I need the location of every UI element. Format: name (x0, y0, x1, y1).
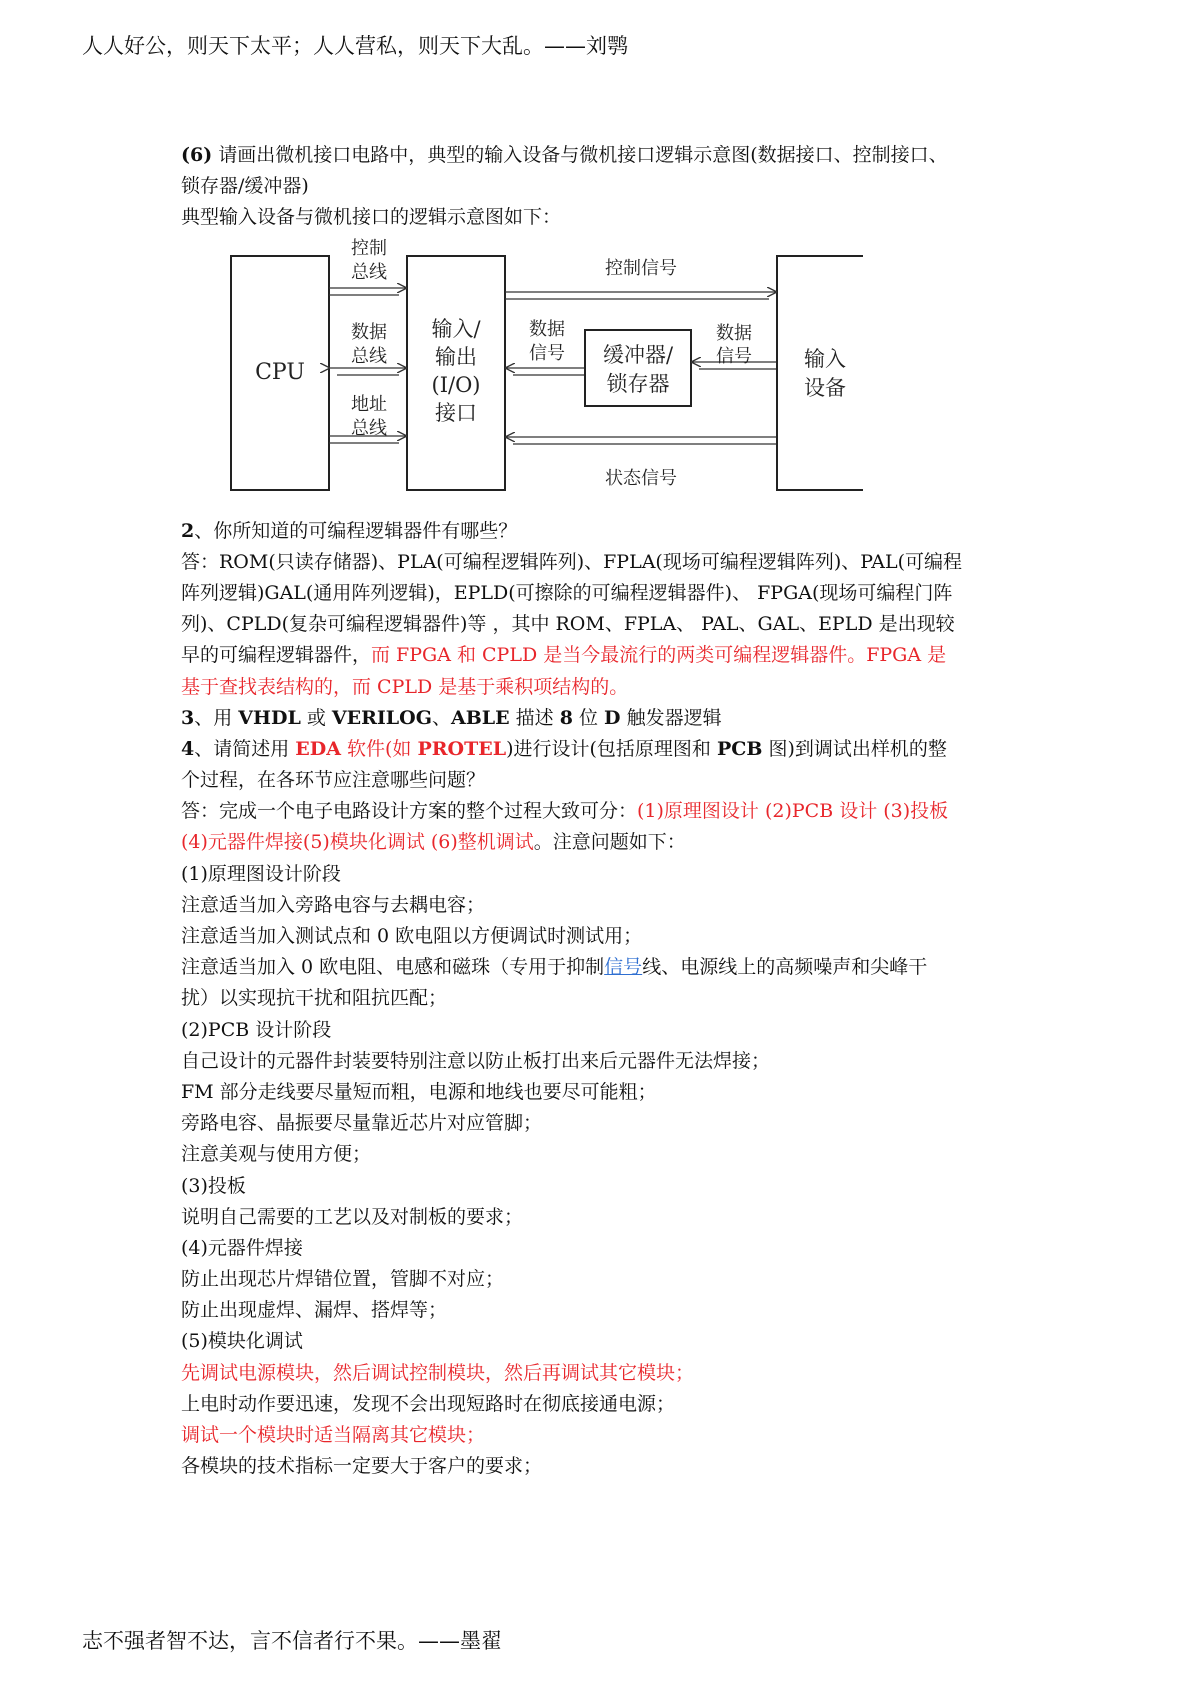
section-5-item-d: 各模块的技术指标一定要大于客户的要求； (181, 1455, 543, 1478)
q4-text-3: 图)到调试出样机的整 (762, 737, 947, 760)
buffer-label-2: 锁存器 (606, 371, 670, 396)
q4-text-1: 、请简述用 (194, 737, 296, 760)
q3-title (181, 703, 1021, 734)
q6-line-3: 典型输入设备与微机接口的逻辑示意图如下： (181, 206, 562, 229)
q2-answer-4b: 而 FPGA 和 CPLD 是当今最流行的两类可编程逻辑器件。FPGA 是 (371, 644, 947, 667)
control-signal-label: 控制信号 (605, 257, 677, 279)
q2-title-text: 、你所知道的可编程逻辑器件有哪些？ (194, 519, 518, 542)
q3-text-5: 位 (572, 706, 605, 729)
buffer-label-1: 缓冲器/ (602, 342, 674, 367)
interface-logic-diagram (213, 238, 863, 508)
q3-text-2: 或 (300, 706, 332, 729)
q2-answer-2: 阵列逻辑)GAL(通用阵列逻辑)，EPLD(可擦除的可编程逻辑器件)、 FPGA(现场可编程门阵 (181, 581, 953, 604)
q4-protel: PROTEL (417, 737, 507, 760)
io-label-2: 输出 (435, 344, 477, 369)
q3-text-3: 、 (431, 706, 451, 729)
q2-title (181, 516, 1021, 547)
address-bus-label-2: 总线 (351, 417, 387, 439)
q2-answer-3: 列)、CPLD(复杂可编程逻辑器件)等 ，其中 ROM、FPLA、 PAL、GAL、EPLD 是出现较 (181, 613, 955, 636)
header-quote: 人人好公，则天下太平；人人营私，则天下大乱。——刘鹗 (82, 34, 628, 58)
control-bus-label-2: 总线 (351, 261, 387, 283)
q3-able: ABLE (450, 706, 510, 729)
section-4-item-b: 防止出现虚焊、漏焊、搭焊等； (181, 1299, 448, 1322)
q3-number: 3 (181, 706, 195, 729)
section-1-item-b: 注意适当加入测试点和 0 欧电阻以方便调试时测试用； (181, 925, 643, 947)
data-signal-right-label-2: 信号 (716, 345, 752, 367)
q4-eda: EDA (295, 737, 341, 760)
q2-answer-5: 基于查找表结构的，而 CPLD 是基于乘积项结构的。 (181, 675, 629, 698)
input-device-label-1: 输入 (804, 346, 846, 371)
q4-answer-1 (181, 796, 1021, 827)
q3-text-4: 描述 (509, 706, 560, 729)
section-1-item-d: 扰）以实现抗干扰和阻抗匹配； (181, 987, 448, 1010)
q6-line-2: 锁存器/缓冲器) (181, 175, 309, 198)
io-label-1: 输入/ (431, 316, 481, 341)
data-bus-label-1: 数据 (351, 321, 387, 343)
address-bus-label-1: 地址 (351, 393, 387, 415)
io-label-3: (I/O) (431, 372, 481, 397)
section-3-item-a: 说明自己需要的工艺以及对制板的要求； (181, 1205, 524, 1228)
q2-answer-4a: 早的可编程逻辑器件， (181, 644, 372, 667)
q3-d: D (604, 706, 621, 729)
q4-title-2: 个过程，在各环节应注意哪些问题？ (181, 769, 486, 792)
q3-vhdl: VHDL (238, 706, 301, 729)
section-1-item-a: 注意适当加入旁路电容与去耦电容； (181, 893, 486, 916)
section-4-title: (4)元器件焊接 (181, 1236, 303, 1259)
section-5-item-c: 调试一个模块时适当隔离其它模块； (181, 1424, 486, 1446)
section-5-item-a: 先调试电源模块，然后调试控制模块，然后再调试其它模块； (181, 1361, 695, 1384)
q6-number: (6) (181, 144, 213, 166)
data-signal-left-label-1: 数据 (529, 318, 565, 340)
q3-verilog: VERILOG (331, 706, 432, 729)
cpu-label: CPU (255, 359, 305, 385)
section-2-title: (2)PCB 设计阶段 (181, 1018, 332, 1041)
q2-answer-1: 答：ROM(只读存储器)、PLA(可编程逻辑阵列)、FPLA(现场可编程逻辑阵列)、PAL(可编程 (181, 550, 963, 573)
section-5-title: (5)模块化调试 (181, 1330, 303, 1353)
q4-answer-2 (181, 827, 1021, 858)
section-2-item-d: 注意美观与使用方便； (181, 1143, 372, 1166)
status-signal-label: 状态信号 (605, 467, 677, 489)
q4-title-1 (181, 734, 1021, 765)
input-device-box (777, 256, 863, 490)
io-label-4: 接口 (435, 400, 477, 425)
q4-software: 软件(如 (340, 737, 418, 760)
q2-number: 2 (181, 519, 195, 542)
q4-answer-2b: 。注意问题如下： (533, 831, 686, 854)
footer-quote: 志不强者智不达，言不信者行不果。——墨翟 (82, 1629, 502, 1653)
signal-link[interactable]: 信号 (604, 956, 643, 979)
section-1-title: (1)原理图设计阶段 (181, 862, 341, 885)
section-1-item-c-text-a: 注意适当加入 0 欧电阻、电感和磁珠（专用于抑制 (181, 956, 605, 979)
document-body (181, 140, 1021, 1482)
q3-text-1: 、用 (194, 706, 239, 729)
q6-text-1: 请画出微机接口电路中，典型的输入设备与微机接口逻辑示意图(数据接口、控制接口、 (212, 144, 948, 166)
q6-line-1 (181, 140, 1021, 171)
section-5-item-b: 上电时动作要迅速，发现不会出现短路时在彻底接通电源； (181, 1392, 676, 1415)
q4-answer-2a: (4)元器件焊接(5)模块化调试 (6)整机调试 (181, 831, 534, 854)
q4-answer-1a: 答：完成一个电子电路设计方案的整个过程大致可分： (181, 800, 638, 823)
section-2-item-a: 自己设计的元器件封装要特别注意以防止板打出来后元器件无法焊接； (181, 1049, 771, 1072)
data-bus-label-2: 总线 (351, 345, 387, 367)
q3-text-6: 触发器逻辑 (620, 706, 722, 729)
section-4-item-a: 防止出现芯片焊错位置，管脚不对应； (181, 1268, 505, 1291)
q3-eight: 8 (559, 706, 573, 729)
section-2-item-c: 旁路电容、晶振要尽量靠近芯片对应管脚； (181, 1112, 543, 1135)
q4-answer-1b: (1)原理图设计 (2)PCB 设计 (3)投板 (637, 800, 949, 823)
input-device-label-2: 设备 (804, 375, 846, 400)
data-signal-left-label-2: 信号 (529, 342, 565, 364)
section-1-item-c-text-b: 线、电源线上的高频噪声和尖峰干 (642, 956, 928, 979)
data-signal-right-label-1: 数据 (716, 322, 752, 344)
q2-answer-4 (181, 640, 1021, 671)
q4-number: 4 (181, 737, 195, 760)
section-3-title: (3)投板 (181, 1174, 246, 1197)
control-bus-label-1: 控制 (351, 237, 387, 259)
q4-pcb: PCB (716, 737, 763, 760)
section-2-item-b: FM 部分走线要尽量短而粗，电源和地线也要尽可能粗； (181, 1080, 657, 1103)
q4-text-2: )进行设计(包括原理图和 (506, 737, 717, 760)
section-1-item-c (181, 952, 1021, 983)
